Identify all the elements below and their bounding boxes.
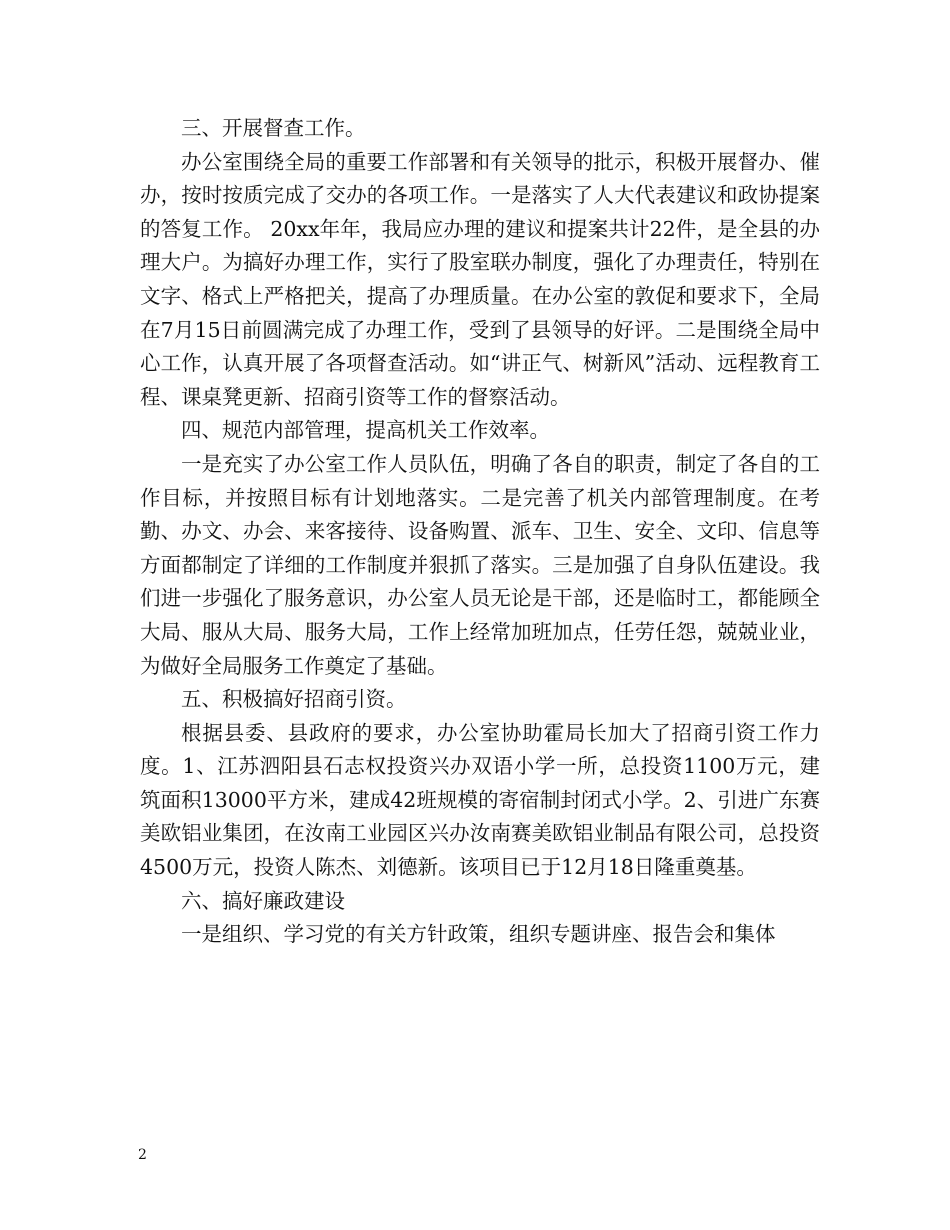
paragraph-management: 一是充实了办公室工作人员队伍，明确了各自的职责，制定了各自的工作目标，并按照目标有计划地落实。二是完善了机关内部管理制度。在考勤、办文、办会、来客接待、设备购置、派车、卫生、安全、文印、信息等方面都制定了详细的工作制度并狠抓了落实。三是加强了自身队伍建设。我们进一步强化了服务意识，办公室人员无论是干部，还是临时工，都能顾全大局、服从大局、服务大局，工作上经常加班加点，任劳任怨，兢兢业业，为做好全局服务工作奠定了基础。: [140, 451, 820, 678]
document-body: [140, 112, 820, 952]
section-heading-integrity: 六、搞好廉政建设: [181, 888, 345, 913]
paragraph-integrity: 一是组织、学习党的有关方针政策，组织专题讲座、报告会和集体: [181, 922, 776, 947]
section-heading-investment: 五、积极搞好招商引资。: [181, 687, 407, 712]
section-heading-management: 四、规范内部管理，提高机关工作效率。: [181, 418, 550, 443]
paragraph-supervision: 办公室围绕全局的重要工作部署和有关领导的批示，积极开展督办、催办，按时按质完成了交办的各项工作。一是落实了人大代表建议和政协提案的答复工作。 20xx年年，我局应办理的建议和提案共计22件，是全县的办理大户。为搞好办理工作，实行了股室联办制度，强化了办理责任，特别在文字、格式上严格把关，提高了办理质量。在办公室的敦促和要求下，全局在7月15日前圆满完成了办理工作，受到了县领导的好评。二是围绕全局中心工作，认真开展了各项督查活动。如“讲正气、树新风”活动、远程教育工程、课桌凳更新、招商引资等工作的督察活动。: [140, 149, 820, 409]
page-number: 2: [138, 1147, 147, 1163]
paragraph-investment: 根据县委、县政府的要求，办公室协助霍局长加大了招商引资工作力度。1、江苏泗阳县石志权投资兴办双语小学一所，总投资1100万元，建筑面积13000平方米，建成42班规模的寄宿制封闭式小学。2、引进广东赛美欧铝业集团，在汝南工业园区兴办汝南赛美欧铝业制品有限公司，总投资4500万元，投资人陈杰、刘德新。该项目已于12月18日隆重奠基。: [140, 720, 820, 880]
section-heading-supervision: 三、开展督查工作。: [181, 116, 366, 140]
